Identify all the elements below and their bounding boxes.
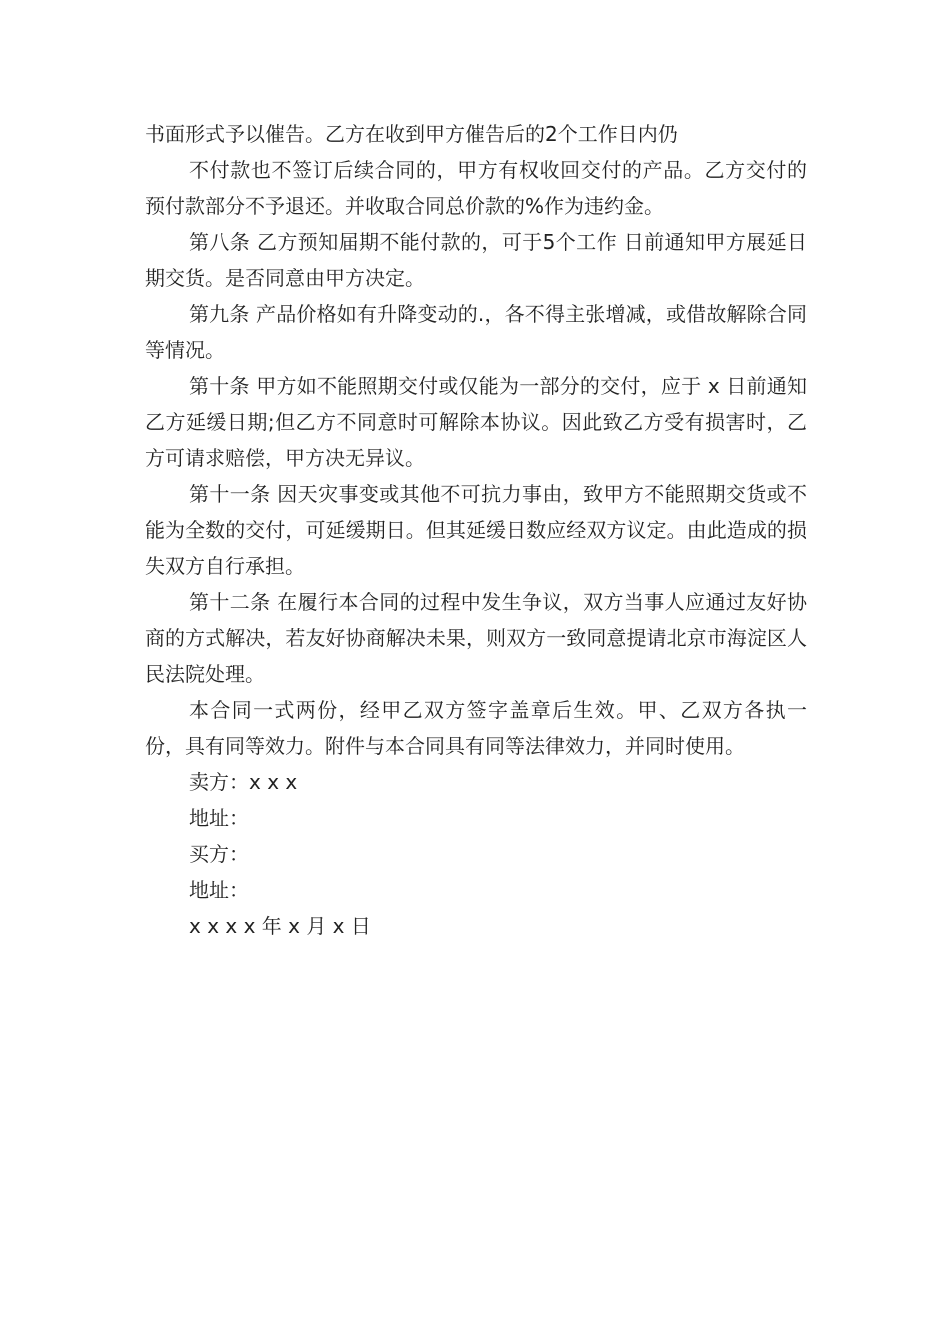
document-body bbox=[145, 116, 807, 944]
seller-line: 卖方：x x x bbox=[189, 770, 298, 794]
paragraph-refund-penalty: 不付款也不签订后续合同的，甲方有权收回交付的产品。乙方交付的预付款部分不予退还。并收取合同总价款的%作为违约金。 bbox=[145, 158, 807, 218]
buyer-address-line: 地址： bbox=[189, 878, 249, 902]
article-9: 第九条 产品价格如有升降变动的.，各不得主张增减，或借故解除合同等情况。 bbox=[145, 302, 807, 362]
signature-block bbox=[145, 764, 807, 944]
paragraph-continuation: 书面形式予以催告。乙方在收到甲方催告后的2个工作日内仍 bbox=[145, 122, 678, 146]
seller-address-line: 地址： bbox=[189, 806, 249, 830]
article-8: 第八条 乙方预知届期不能付款的，可于5个工作 日前通知甲方展延日期交货。是否同意由甲方决定。 bbox=[145, 230, 807, 290]
article-10: 第十条 甲方如不能照期交付或仅能为一部分的交付，应于 x 日前通知乙方延缓日期;但乙方不同意时可解除本协议。因此致乙方受有损害时，乙方可请求赔偿，甲方决无异议。 bbox=[145, 374, 807, 470]
buyer-line: 买方： bbox=[189, 842, 249, 866]
date-line: x x x x 年 x 月 x 日 bbox=[189, 914, 371, 938]
paragraph-effectiveness: 本合同一式两份，经甲乙双方签字盖章后生效。甲、乙双方各执一份，具有同等效力。附件与本合同具有同等法律效力，并同时使用。 bbox=[145, 698, 807, 758]
article-11: 第十一条 因天灾事变或其他不可抗力事由，致甲方不能照期交货或不能为全数的交付，可延缓期日。但其延缓日数应经双方议定。由此造成的损失双方自行承担。 bbox=[145, 482, 807, 578]
article-12: 第十二条 在履行本合同的过程中发生争议，双方当事人应通过友好协商的方式解决，若友好协商解决未果，则双方一致同意提请北京市海淀区人民法院处理。 bbox=[145, 590, 807, 686]
